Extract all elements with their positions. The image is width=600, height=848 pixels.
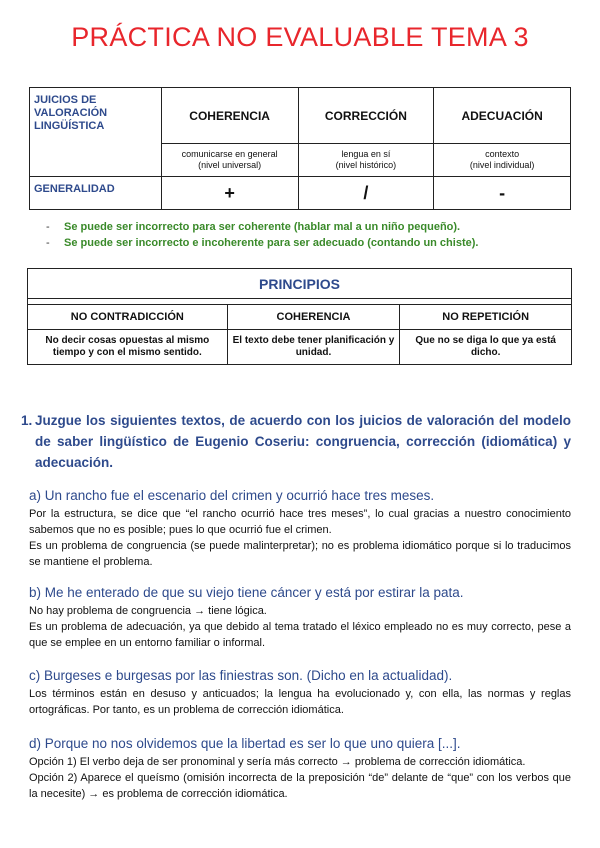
notes-list [46,219,478,251]
principles-table [27,268,572,365]
principle-no-contradiccion: NO CONTRADICCIÓN [28,305,228,330]
question-1 [21,410,571,473]
section-heading: a) Un rancho fue el escenario del crimen y ocurrió hace tres meses. [29,488,435,503]
sub-correccion: lengua en sí (nivel histórico) [298,144,434,177]
principle-description: El texto debe tener planificación y unidad. [227,330,400,365]
section-paragraph: Los términos están en desuso y anticuados; la lengua ha evolucionado y, con ella, las normas y reglas ortográficas. Por tanto, es un problema de corrección idiomática. [29,688,571,716]
valuation-judgements-table [29,87,571,210]
section-heading: b) Me he enterado de que su viejo tiene cáncer y está por estirar la pata. [29,585,464,600]
principle-coherencia: COHERENCIA [227,305,400,330]
section-paragraph: Es un problema de adecuación, ya que debido al tema tratado el léxico empleado no es muy correcto, pese a que se emplee en un entorno familiar o informal. [29,621,571,649]
principles-heading: PRINCIPIOS [28,269,572,299]
header-correccion: CORRECCIÓN [298,88,434,144]
question-text: Juzgue los siguientes textos, de acuerdo con los juicios de valoración del modelo de saber lingüístico de Eugenio Coseriu: congruencia, corrección (idiomática) y adecuación. [35,413,571,470]
header-adecuacion: ADECUACIÓN [434,88,571,144]
note-item: - Se puede ser incorrecto para ser coherente (hablar mal a un niño pequeño). [46,219,478,235]
row-label-generalidad: GENERALIDAD [30,177,162,210]
section-paragraph: Opción 2) Aparece el queísmo (omisión incorrecta de la preposición “de” delante de “que” con los verbos que la necesite) → es problema de corrección idiomática. [29,772,571,800]
principle-description: Que no se diga lo que ya está dicho. [400,330,572,365]
sub-adecuacion: contexto (nivel individual) [434,144,571,177]
principle-no-repeticion: NO REPETICIÓN [400,305,572,330]
question-number: 1. [21,413,33,428]
symbol-coherencia: + [161,177,298,210]
section-c [29,667,571,718]
symbol-correccion: / [298,177,434,210]
section-paragraph: Por la estructura, se dice que “el rancho ocurrió hace tres meses”, lo cual gracias a nuestro conocimiento sabemos que no es posible; pues lo que ocurrió fue el crimen. [29,508,571,536]
section-paragraph: No hay problema de congruencia → tiene lógica. [29,605,267,617]
symbol-adecuacion: - [434,177,571,210]
section-d [29,735,571,802]
page-title: PRÁCTICA NO EVALUABLE TEMA 3 [71,22,529,52]
table-corner-label: JUICIOS DE VALORACIÓN LINGÜÍSTICA [30,88,162,177]
section-paragraph: Es un problema de congruencia (se puede malinterpretar); no es problema idiomático porque si lo traducimos se mantiene el problema. [29,540,571,568]
section-heading: c) Burgeses e burgesas por las finiestras son. (Dicho en la actualidad). [29,668,453,683]
section-b [29,584,571,651]
section-paragraph: Opción 1) El verbo deja de ser pronominal y sería más correcto → problema de corrección idiomática. [29,756,526,768]
section-heading: d) Porque no nos olvidemos que la libertad es ser lo que uno quiera [...]. [29,736,461,751]
principle-description: No decir cosas opuestas al mismo tiempo y con el mismo sentido. [28,330,228,365]
section-a [29,487,571,570]
note-item: - Se puede ser incorrecto e incoherente para ser adecuado (contando un chiste). [46,235,478,251]
header-coherencia: COHERENCIA [161,88,298,144]
sub-coherencia: comunicarse en general (nivel universal) [161,144,298,177]
